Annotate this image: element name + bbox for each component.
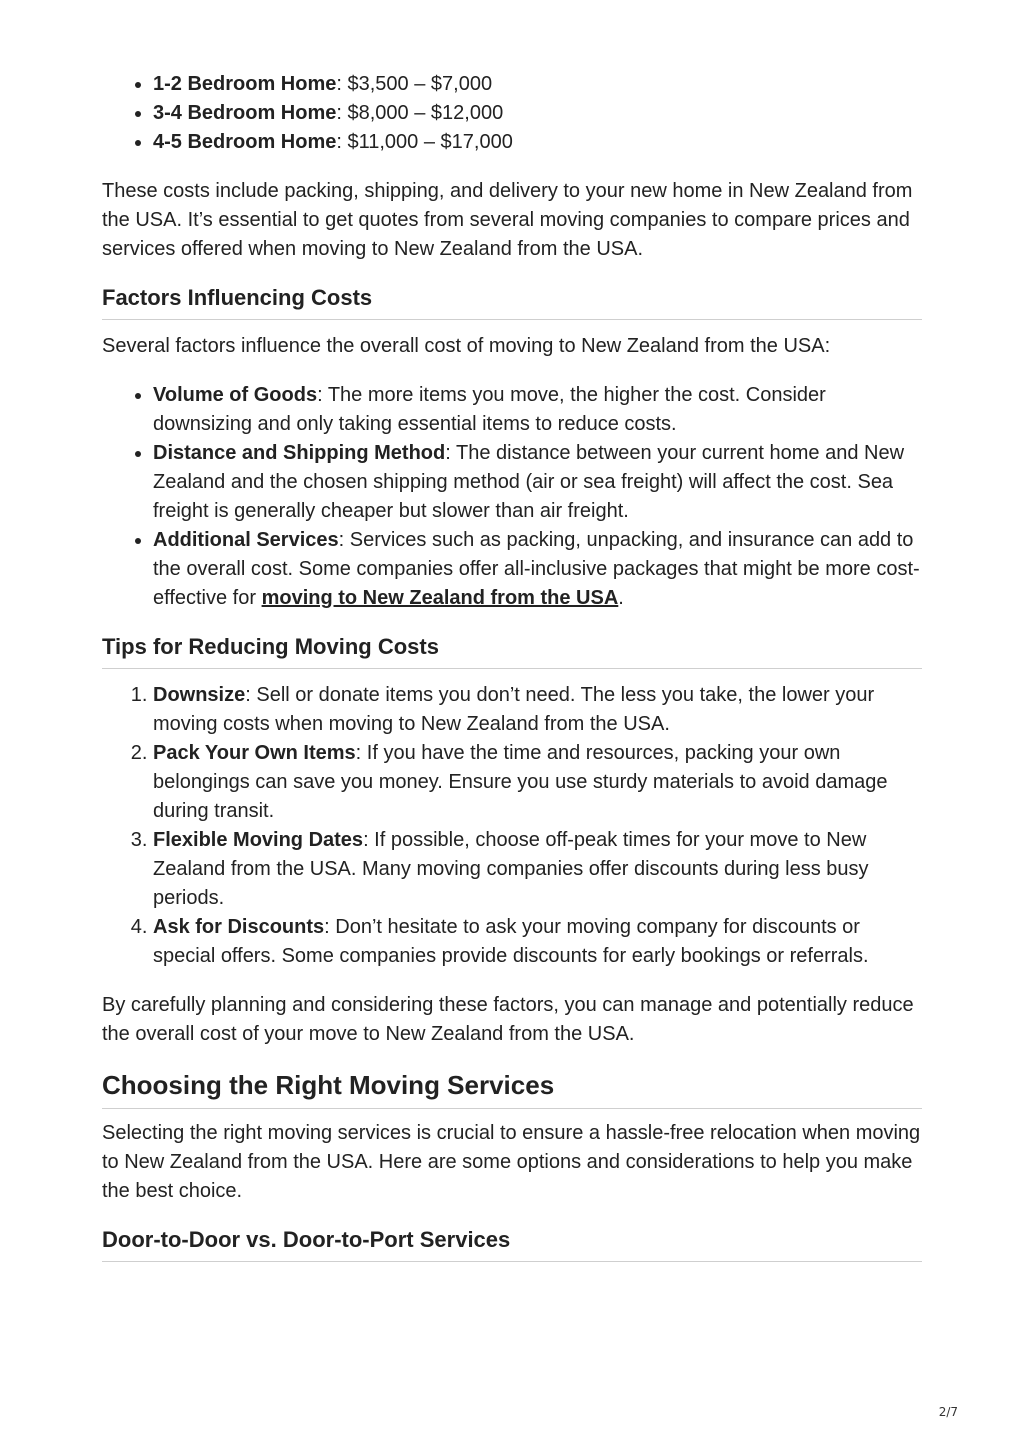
factors-intro: Several factors influence the overall cost of moving to New Zealand from the USA: bbox=[102, 335, 831, 357]
list-item-label: 4-5 Bedroom Home bbox=[153, 131, 337, 153]
list-item-label: Volume of Goods bbox=[153, 384, 318, 406]
list-item-label: Ask for Discounts bbox=[153, 916, 325, 938]
list-item bbox=[153, 913, 922, 971]
factors-list bbox=[102, 381, 922, 613]
list-item-label: 1-2 Bedroom Home bbox=[153, 73, 337, 95]
list-item bbox=[153, 739, 922, 826]
list-item-label: Downsize bbox=[153, 684, 246, 706]
list-item bbox=[153, 70, 922, 99]
list-item-label: 3-4 Bedroom Home bbox=[153, 102, 337, 124]
services-heading: Choosing the Right Moving Services bbox=[102, 1069, 922, 1109]
list-item bbox=[153, 826, 922, 913]
list-item-text: : Services such as packing, unpacking, and insurance can add to the overall cost. Some companies offer all-inclusive packages that might be more cost-effective for bbox=[153, 529, 920, 609]
list-item bbox=[153, 526, 922, 613]
list-item-text: : Don’t hesitate to ask your moving company for discounts or special offers. Some companies provide discounts for early bookings or referrals. bbox=[153, 916, 869, 967]
list-item-text: : Sell or donate items you don’t need. The less you take, the lower your moving costs when moving to New Zealand from the USA. bbox=[153, 684, 875, 735]
list-item-text: : $3,500 – $7,000 bbox=[336, 73, 493, 95]
list-item-text: : If possible, choose off-peak times for your move to New Zealand from the USA. Many moving companies offer discounts during less busy periods. bbox=[153, 829, 869, 909]
list-item-label: Flexible Moving Dates bbox=[153, 829, 364, 851]
services-paragraph: Selecting the right moving services is crucial to ensure a hassle-free relocation when moving to New Zealand from the USA. Here are some options and considerations to help you make the best choice. bbox=[102, 1122, 921, 1202]
moving-to-nz-link[interactable]: moving to New Zealand from the USA bbox=[261, 587, 619, 609]
list-item bbox=[153, 381, 922, 439]
list-item bbox=[153, 439, 922, 526]
list-item-text: : The more items you move, the higher the cost. Consider downsizing and only taking essential items to reduce costs. bbox=[153, 384, 826, 435]
page-number: 2/7 bbox=[938, 1405, 958, 1419]
document-page bbox=[102, 70, 922, 1274]
list-item-label: Pack Your Own Items bbox=[153, 742, 356, 764]
list-item-text: : If you have the time and resources, packing your own belongings can save you money. Ensure you use sturdy materials to avoid damage during transit. bbox=[153, 742, 888, 822]
list-item bbox=[153, 99, 922, 128]
summary-paragraph: By carefully planning and considering these factors, you can manage and potentially reduce the overall cost of your move to New Zealand from the USA. bbox=[102, 994, 914, 1045]
list-item-text: : $8,000 – $12,000 bbox=[336, 102, 504, 124]
list-item-label: Additional Services bbox=[153, 529, 339, 551]
list-item-text: : The distance between your current home and New Zealand and the chosen shipping method (air or sea freight) will affect the cost. Sea freight is generally cheaper but slower than air freight. bbox=[153, 442, 905, 522]
list-item bbox=[153, 128, 922, 157]
list-item-label: Distance and Shipping Method bbox=[153, 442, 446, 464]
list-item-text-after: . bbox=[618, 587, 624, 609]
tips-heading: Tips for Reducing Moving Costs bbox=[102, 633, 922, 669]
list-item bbox=[153, 681, 922, 739]
tips-list bbox=[102, 681, 922, 971]
factors-heading: Factors Influencing Costs bbox=[102, 284, 922, 320]
door-services-heading: Door-to-Door vs. Door-to-Port Services bbox=[102, 1226, 922, 1262]
list-item-text: : $11,000 – $17,000 bbox=[336, 131, 513, 153]
costs-paragraph: These costs include packing, shipping, and delivery to your new home in New Zealand from the USA. It’s essential to get quotes from several moving companies to compare prices and services offered when moving to New Zealand from the USA. bbox=[102, 180, 913, 260]
cost-list bbox=[102, 70, 922, 157]
